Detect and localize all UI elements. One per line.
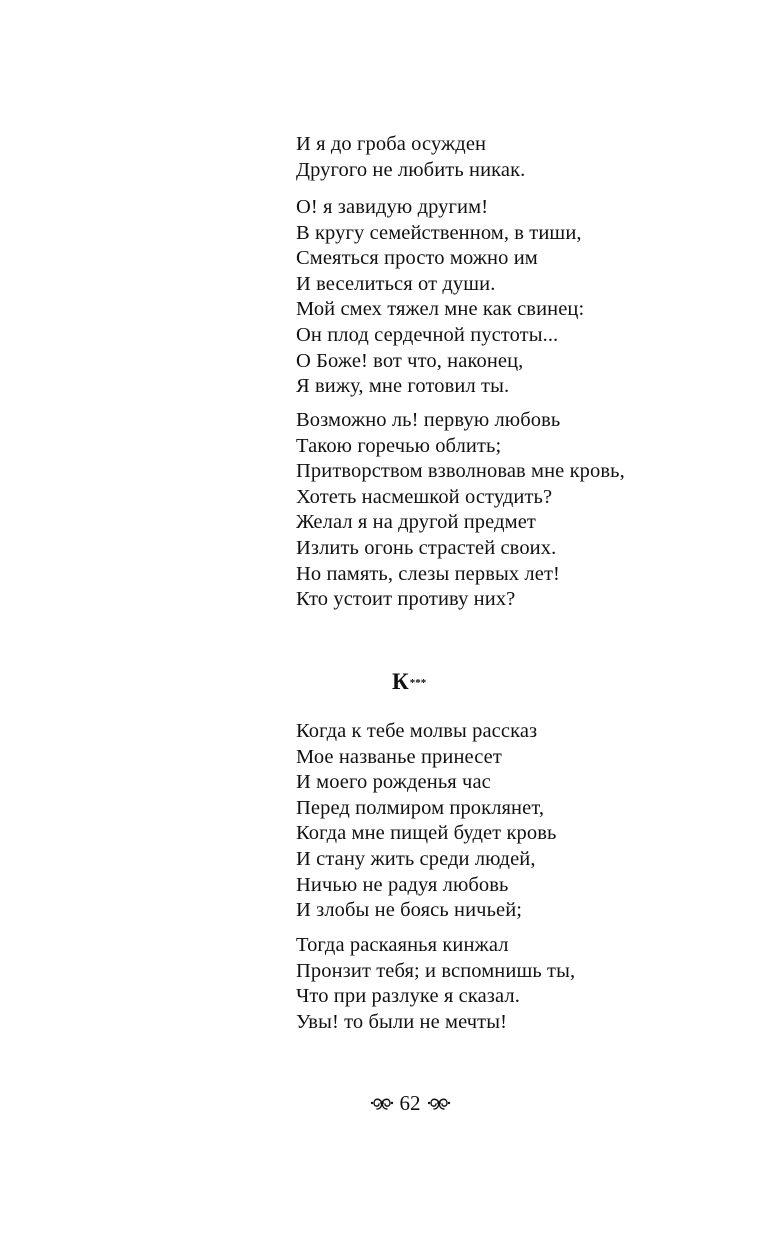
poem-title-stars: *** [409,677,427,689]
verse-line: Кто устоит противу них? [296,588,516,611]
verse-line: И я до гроба осужден [296,133,487,155]
verse-line: Возможно ль! первую любовь [296,409,561,431]
verse-line: И стану жить среди людей, [296,847,536,870]
verse-line: Хотеть насмешкой остудить? [296,485,553,508]
verse-line: И веселиться от души. [296,272,496,295]
verse-line: Мой смех тяжел мне как свинец: [296,298,585,321]
verse-line: Тогда раскаянья кинжал [296,934,509,956]
verse-line: И моего рожденья час [296,771,491,794]
stanza [296,408,625,613]
verse-line: Но память, слезы первых лет! [296,562,560,585]
page-footer [0,1088,768,1118]
fleuron-left-icon [370,1094,394,1112]
verse-line: Ничью не радуя любовь [296,873,509,896]
verse-line: Желал я на другой предмет [296,511,536,534]
verse-line: Я вижу, мне готовил ты. [296,375,510,398]
verse-line: Мое названье принесет [296,745,502,768]
verse-line: Притворством взволновав мне кровь, [296,460,625,483]
verse-line: Что при разлуке я сказал. [296,985,520,1008]
page-number: 62 [399,1091,421,1115]
fleuron-right-icon [427,1094,451,1112]
stanza [296,933,575,1035]
verse-line: Такою горечью облить; [296,434,502,457]
stanza [296,195,584,400]
verse-line: О! я завидую другим! [296,196,489,218]
verse-line: Увы! то были не мечты! [296,1010,508,1033]
verse-line: Пронзит тебя; и вспомнишь ты, [296,959,576,982]
verse-line: Когда к тебе молвы рассказ [296,720,538,742]
verse-line: Излить огонь страстей своих. [296,536,557,559]
verse-line: Другого не любить никак. [296,158,526,181]
verse-line: О Боже! вот что, наконец, [296,349,524,372]
poem-title [392,668,426,696]
verse-line: Он плод сердечной пустоты... [296,323,559,346]
verse-line: Перед полмиром проклянет, [296,796,545,819]
stanza [296,719,556,924]
stanza [296,132,525,183]
verse-line: Когда мне пищей будет кровь [296,822,557,845]
verse-line: В кругу семейственном, в тиши, [296,221,582,244]
poem-title-letter: К [392,669,409,694]
verse-line: Смеяться просто можно им [296,247,538,270]
verse-line: И злобы не боясь ничьей; [296,899,523,922]
